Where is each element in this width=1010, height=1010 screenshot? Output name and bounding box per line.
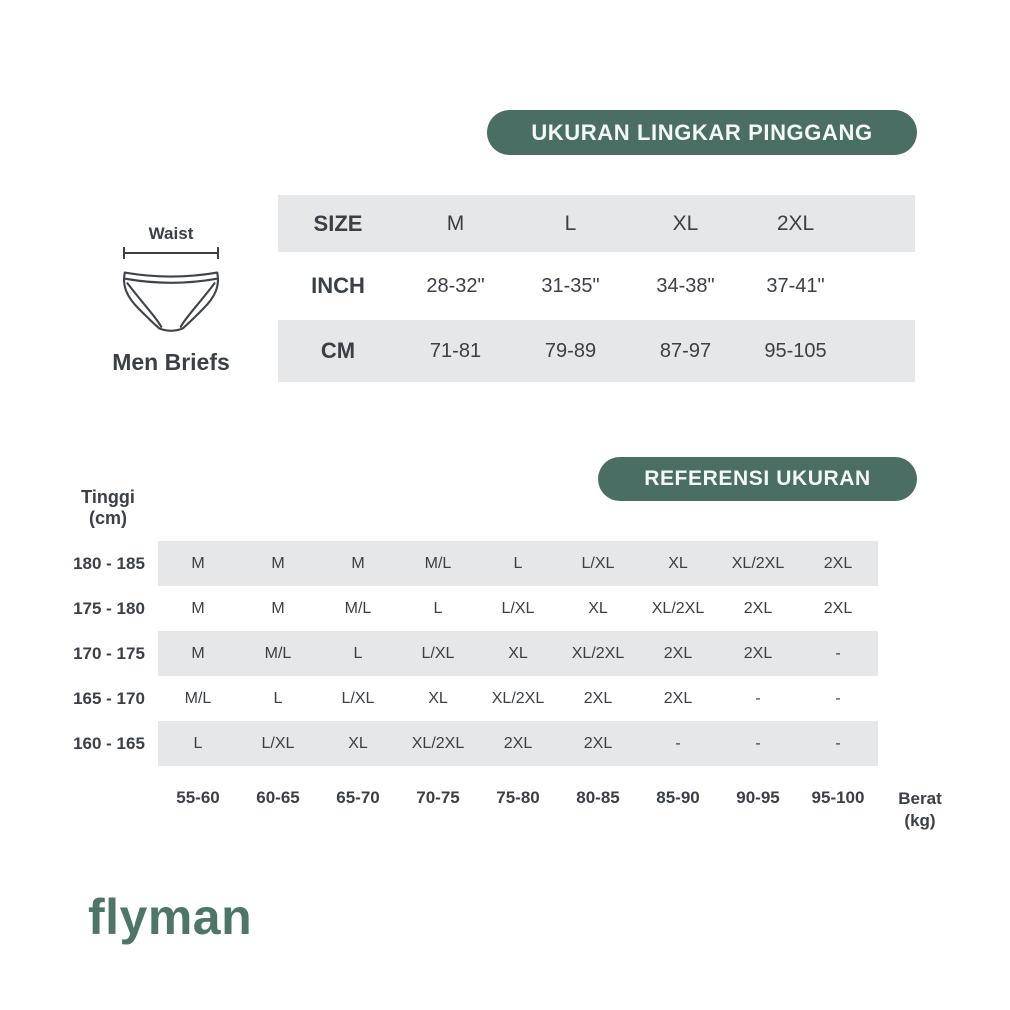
- weight-range-label: 75-80: [496, 788, 540, 807]
- weight-axis-line1: Berat: [898, 789, 942, 808]
- matrix-cells: [158, 721, 878, 766]
- matrix-cell: M: [271, 554, 285, 572]
- size-row-header: SIZE: [313, 210, 363, 236]
- matrix-cell: 2XL: [743, 599, 773, 617]
- weight-ranges-row: [158, 788, 878, 808]
- matrix-cell: M/L: [184, 689, 212, 707]
- matrix-cell: XL: [588, 599, 608, 617]
- cm-value-m: 71-81: [429, 339, 482, 362]
- matrix-cell: M: [271, 599, 285, 617]
- matrix-cell: -: [755, 734, 761, 752]
- matrix-cell: L/XL: [501, 599, 535, 617]
- matrix-cell: 2XL: [663, 644, 693, 662]
- inch-value-xl: 34-38": [656, 274, 715, 297]
- matrix-cells: [158, 541, 878, 586]
- inch-value-l: 31-35": [541, 274, 600, 297]
- matrix-cell: L/XL: [581, 554, 615, 572]
- matrix-cell: M: [351, 554, 365, 572]
- matrix-cell: L: [433, 599, 443, 617]
- matrix-cell: L/XL: [341, 689, 375, 707]
- waist-size-table: [278, 195, 915, 382]
- height-axis-line2: (cm): [88, 508, 127, 528]
- matrix-cell: 2XL: [583, 689, 613, 707]
- matrix-cell: -: [755, 689, 761, 707]
- weight-range-label: 90-95: [736, 788, 780, 807]
- reference-section-badge: REFERENSI UKURAN: [598, 457, 917, 501]
- matrix-cell: 2XL: [823, 554, 853, 572]
- matrix-cell: 2XL: [663, 689, 693, 707]
- weight-range-label: 85-90: [656, 788, 700, 807]
- matrix-cells: [158, 631, 878, 676]
- matrix-cell: XL/2XL: [411, 734, 465, 752]
- weight-range-label: 70-75: [416, 788, 460, 807]
- matrix-cell: M/L: [344, 599, 372, 617]
- matrix-cell: M: [191, 644, 205, 662]
- weight-axis-label: [880, 788, 960, 832]
- height-range-label: 175 - 180: [73, 598, 145, 618]
- matrix-cell: -: [835, 734, 841, 752]
- matrix-cell: -: [675, 734, 681, 752]
- weight-range-label: 60-65: [256, 788, 300, 807]
- matrix-cell: XL: [508, 644, 528, 662]
- matrix-row-170-175: [60, 631, 878, 676]
- weight-axis-line2: (kg): [904, 811, 936, 830]
- size-col-xl: XL: [672, 211, 699, 235]
- matrix-row-180-185: [60, 541, 878, 586]
- briefs-caption: Men Briefs: [112, 349, 230, 375]
- matrix-cell: XL/2XL: [651, 599, 705, 617]
- matrix-cell: XL/2XL: [731, 554, 785, 572]
- matrix-cell: XL: [348, 734, 368, 752]
- matrix-cell: -: [835, 689, 841, 707]
- height-range-label: 170 - 175: [73, 643, 145, 663]
- matrix-cell: 2XL: [503, 734, 533, 752]
- matrix-cell: M: [191, 554, 205, 572]
- cm-value-l: 79-89: [544, 339, 597, 362]
- weight-range-label: 95-100: [811, 788, 865, 807]
- cm-value-xl: 87-97: [659, 339, 712, 362]
- matrix-cell: M/L: [264, 644, 292, 662]
- weight-range-label: 65-70: [336, 788, 380, 807]
- matrix-cells: [158, 676, 878, 721]
- size-col-2xl: 2XL: [776, 211, 815, 235]
- matrix-cell: XL: [668, 554, 688, 572]
- matrix-cell: M: [191, 599, 205, 617]
- matrix-cell: L: [193, 734, 203, 752]
- cm-row: [278, 320, 915, 382]
- inch-row: [278, 252, 915, 320]
- cm-row-header: CM: [320, 338, 356, 363]
- matrix-cell: L/XL: [421, 644, 455, 662]
- matrix-cell: XL: [428, 689, 448, 707]
- matrix-cells: [158, 586, 878, 631]
- height-range-label: 180 - 185: [73, 553, 145, 573]
- height-axis-line1: Tinggi: [81, 487, 135, 507]
- size-row: [278, 195, 915, 252]
- flyman-logo: flyman: [88, 889, 253, 945]
- weight-range-label: 55-60: [176, 788, 220, 807]
- inch-value-m: 28-32": [426, 274, 485, 297]
- matrix-cell: -: [835, 644, 841, 662]
- matrix-row-175-180: [60, 586, 878, 631]
- height-range-label: 160 - 165: [73, 733, 145, 753]
- inch-row-header: INCH: [311, 273, 365, 298]
- matrix-cell: 2XL: [823, 599, 853, 617]
- cm-value-2xl: 95-105: [764, 339, 827, 362]
- height-range-label: 165 - 170: [73, 688, 145, 708]
- waist-section-badge: UKURAN LINGKAR PINGGANG: [487, 110, 917, 155]
- height-axis-label: [60, 487, 156, 529]
- reference-matrix: [60, 541, 878, 766]
- matrix-cell: L: [353, 644, 363, 662]
- matrix-cell: L/XL: [261, 734, 295, 752]
- men-briefs-illustration: [109, 261, 233, 341]
- size-col-l: L: [564, 211, 577, 235]
- briefs-illustration-block: [103, 224, 239, 376]
- matrix-cell: L: [513, 554, 523, 572]
- inch-value-2xl: 37-41": [766, 274, 825, 297]
- matrix-cell: 2XL: [743, 644, 773, 662]
- waist-measure-label: Waist: [148, 224, 194, 243]
- matrix-cell: L: [273, 689, 283, 707]
- matrix-cell: XL/2XL: [491, 689, 545, 707]
- waist-measure-line: [123, 247, 219, 259]
- matrix-cell: 2XL: [583, 734, 613, 752]
- size-col-m: M: [446, 211, 465, 235]
- matrix-cell: M/L: [424, 554, 452, 572]
- matrix-cell: XL/2XL: [571, 644, 625, 662]
- matrix-row-165-170: [60, 676, 878, 721]
- weight-range-label: 80-85: [576, 788, 620, 807]
- matrix-row-160-165: [60, 721, 878, 766]
